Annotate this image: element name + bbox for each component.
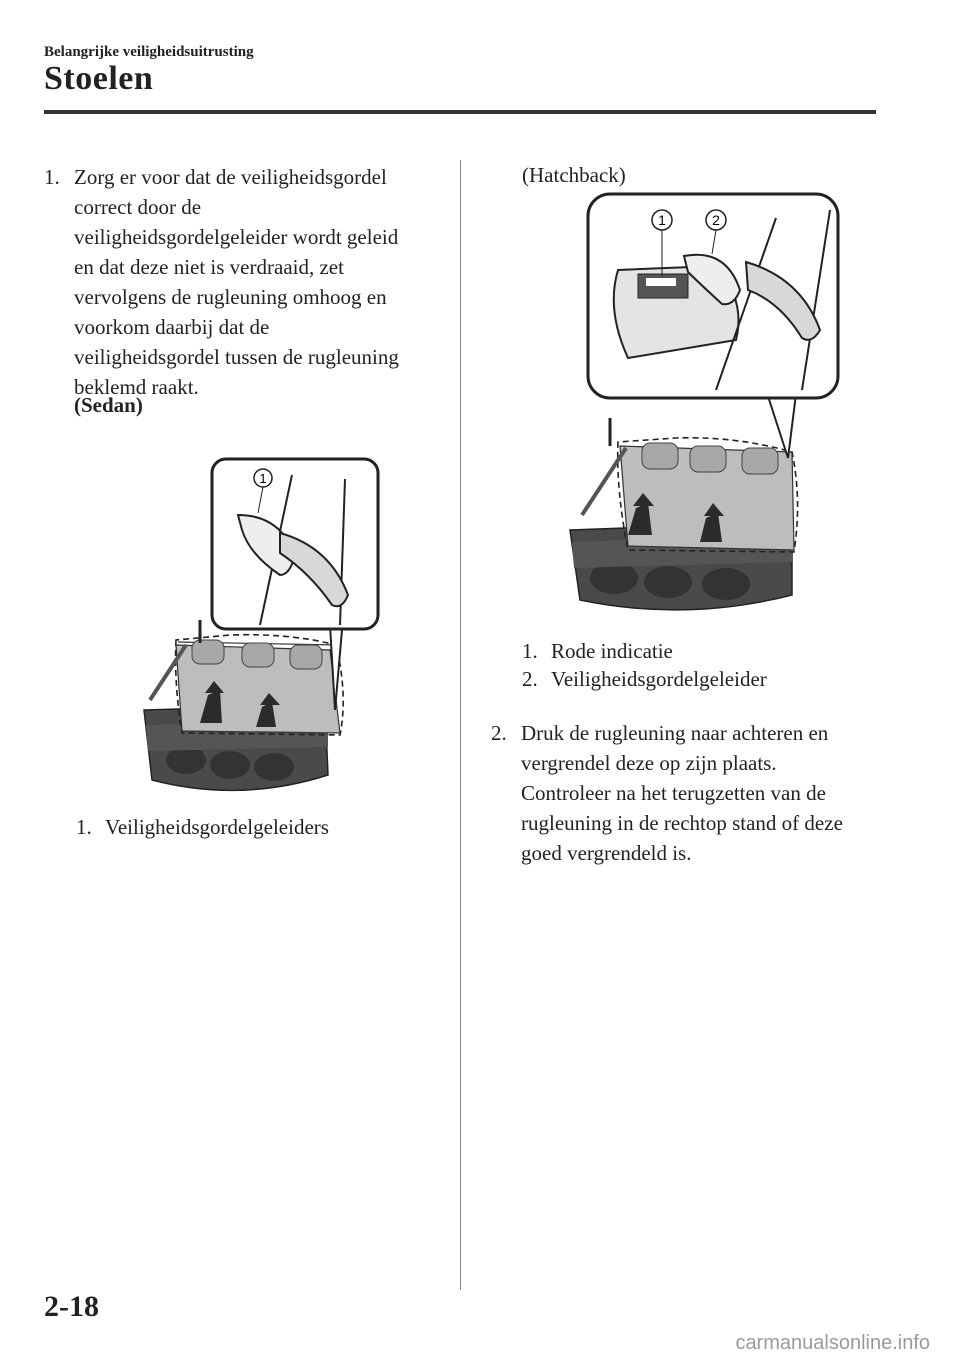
step-1-number: 1.	[44, 165, 60, 189]
sedan-heading: (Sedan)	[74, 393, 143, 417]
step-2-number: 2.	[491, 721, 507, 745]
title-rule	[44, 110, 876, 114]
legend-text: Veiligheidsgordelgeleiders	[105, 815, 329, 839]
step-2-text	[521, 718, 843, 868]
callout-number-1: 1	[259, 471, 267, 486]
step-1-text	[74, 162, 399, 402]
watermark: carmanualsonline.info	[735, 1332, 930, 1354]
hatchback-seat-illustration	[566, 190, 840, 620]
legend-number: 2.	[522, 667, 538, 691]
step-2-line: goed vergrendeld is.	[521, 841, 692, 865]
step-1-line: correct door de	[74, 195, 202, 219]
hatchback-heading: (Hatchback)	[522, 163, 626, 187]
step-1-line: beklemd raakt.	[74, 375, 199, 399]
column-divider	[460, 160, 461, 1290]
sedan-legend-item	[76, 812, 329, 842]
step-1-line: Zorg er voor dat de veiligheidsgordel	[74, 165, 387, 189]
hatchback-legend-item	[522, 664, 767, 694]
legend-text: Rode indicatie	[551, 639, 673, 663]
sedan-seat-illustration	[130, 455, 380, 805]
callout-number-1: 1	[658, 212, 666, 228]
step-1-line: veiligheidsgordelgeleider wordt geleid	[74, 225, 399, 249]
step-2-line: Druk de rugleuning naar achteren en	[521, 721, 829, 745]
section-label: Belangrijke veiligheidsuitrusting	[44, 44, 254, 60]
callout-number-2: 2	[712, 212, 720, 228]
step-2-line: vergrendel deze op zijn plaats.	[521, 751, 777, 775]
legend-number: 1.	[522, 639, 538, 663]
hatchback-detail-callout	[588, 194, 838, 458]
hatchback-legend-item	[522, 636, 673, 666]
step-1-line: veiligheidsgordel tussen de rugleuning	[74, 345, 399, 369]
step-2-line: Controleer na het terugzetten van de	[521, 781, 826, 805]
step-1-line: vervolgens de rugleuning omhoog en	[74, 285, 387, 309]
step-2-line: rugleuning in de rechtop stand of deze	[521, 811, 843, 835]
page-number: 2-18	[44, 1290, 99, 1323]
page-title: Stoelen	[44, 60, 154, 97]
legend-text: Veiligheidsgordelgeleider	[551, 667, 767, 691]
step-1-line: en dat deze niet is verdraaid, zet	[74, 255, 344, 279]
legend-number: 1.	[76, 815, 92, 839]
step-1-line: voorkom daarbij dat de	[74, 315, 270, 339]
